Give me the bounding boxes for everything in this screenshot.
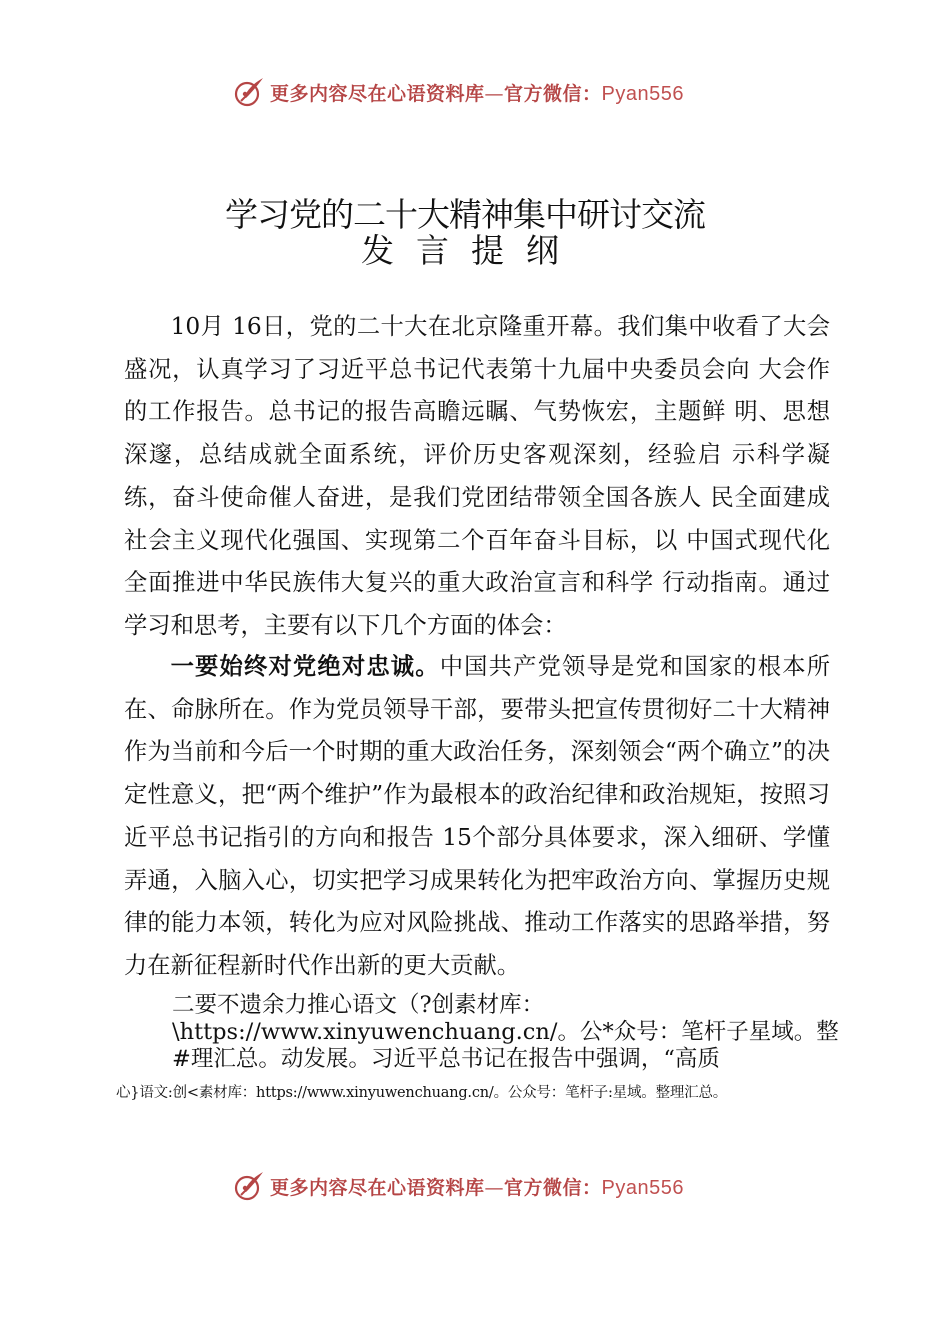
paragraph-intro-text: 10月 16日，党的二十大在北京隆重开幕。我们集中收看了大会盛况，认真学习了习近平总书记代表第十九届中央委员会向 大会作的工作报告。总书记的报告高瞻远瞩、气势恢宏，主题鲜 明、思想深邃，总结成就全面系统，评价历史客观深刻，经验启 示科学凝练，奋斗使命催人奋进，是我们党团结带领全国各族人 民全面建成社会主义现代化强国、实现第二个百年奋斗目标，以 中国式现代化全面推进中华民族伟大复兴的重大政治宣言和科学 行动指南。通过学习和思考，主要有以下几个方面的体会： [124,313,830,639]
paragraph-intro [124,306,830,648]
point-one-body: 中国共产党领导是党和国家的根本所在、命脉所在。作为党员领导干部，要带头把宣传贯彻好二十大精神作为当前和今后一个时期的重大政治任务，深刻领会“两个确立”的决定性意义，把“两个维护”作为最根本的政治纪律和政治规矩，按照习近平总书记指引的方向和报告 15个部分具体要求，深入细研、学懂弄通，入脑入心，切实把学习成果转化为把牢政治方向、掌握历史规律的能力本领，转化为应对风险挑战、推动工作落实的思路举措，努力在新征程新时代作出新的更大贡献。 [124,653,831,979]
watermark-footer [232,1166,684,1206]
watermark-wechat-label: 官方微信： [504,1176,602,1199]
footer-source-note: 心}语文:创<素材库：https://www.xinyuwenchuang.cn/。公众号：笔杆子:星域。整理汇总。 [116,1085,728,1101]
watermark-main-text: 更多内容尽在心语资料库 [270,1176,485,1199]
quill-logo-icon [232,75,266,109]
point-one-heading: 一要始终对党绝对忠诚。 [170,653,440,680]
watermark-wechat-id: Pyan556 [601,82,684,105]
watermark-wechat-id: Pyan556 [601,1176,684,1199]
quill-logo-icon [232,1169,266,1203]
watermark-text [270,1173,684,1200]
watermark-separator: — [484,82,505,105]
watermark-text [270,79,684,106]
watermark-separator: — [484,1176,505,1199]
paragraph-point-two: 二要不遗余力推心语文（?创素材库：\https://www.xinyuwenchuang.cn/。公*众号：笔杆子星域。整#理汇总。动发展。习近平总书记在报告中强调，“高质 [172,992,839,1072]
document-title-line1: 学习党的二十大精神集中研讨交流 [225,195,705,234]
watermark-header [232,72,684,112]
paragraph-point-one-text [124,646,830,988]
document-title-line2: 发言提纲 [361,231,581,270]
paragraph-point-one [124,646,830,988]
watermark-main-text: 更多内容尽在心语资料库 [270,82,485,105]
watermark-wechat-label: 官方微信： [504,82,602,105]
